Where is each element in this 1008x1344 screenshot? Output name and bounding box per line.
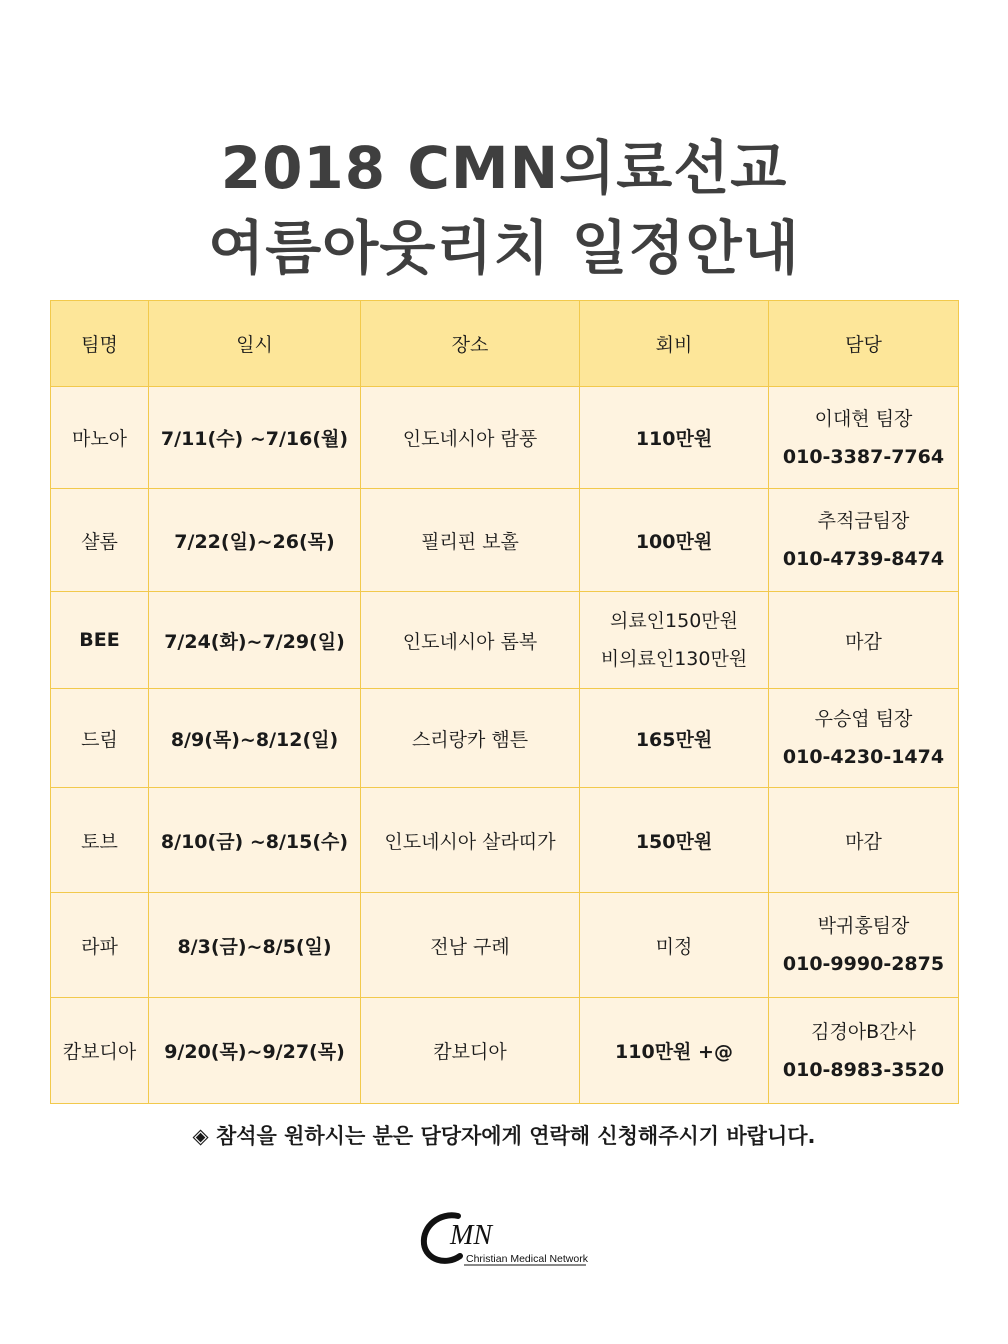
date-cell: 8/9(목)~8/12(일)	[149, 689, 361, 788]
cmn-logo	[418, 1210, 590, 1270]
table-row	[51, 387, 959, 489]
table-row	[51, 689, 959, 788]
fee-cell: 165만원	[580, 689, 769, 788]
contact-phone: 010-4739-8474	[782, 548, 945, 570]
contact-cell: 마감	[769, 592, 959, 689]
place-cell: 인도네시아 살라띠가	[361, 788, 580, 893]
table-row	[51, 893, 959, 998]
place-cell: 캄보디아	[361, 998, 580, 1104]
logo-mn-text: MN	[450, 1220, 492, 1251]
place-cell: 필리핀 보홀	[361, 489, 580, 592]
contact-cell	[769, 893, 959, 998]
date-cell: 9/20(목)~9/27(목)	[149, 998, 361, 1104]
team-cell: 마노아	[51, 387, 149, 489]
date-cell: 7/24(화)~7/29(일)	[149, 592, 361, 689]
header-contact: 담당	[769, 301, 959, 387]
contact-cell: 마감	[769, 788, 959, 893]
team-cell: BEE	[51, 592, 149, 689]
contact-name: 이대현 팀장	[814, 407, 913, 430]
notice-text: ◈ 참석을 원하시는 분은 담당자에게 연락해 신청해주시기 바랍니다.	[192, 1124, 816, 1148]
team-cell: 드림	[51, 689, 149, 788]
header-place: 장소	[361, 301, 580, 387]
team-cell: 토브	[51, 788, 149, 893]
fee-cell	[580, 592, 769, 689]
date-cell: 7/22(일)~26(목)	[149, 489, 361, 592]
fee-cell: 110만원 +@	[580, 998, 769, 1104]
contact-cell	[769, 489, 959, 592]
fee-cell: 150만원	[580, 788, 769, 893]
table-header-row	[51, 301, 959, 387]
date-cell: 8/10(금) ~8/15(수)	[149, 788, 361, 893]
team-cell: 라파	[51, 893, 149, 998]
fee-cell: 110만원	[580, 387, 769, 489]
table-row	[51, 998, 959, 1104]
contact-phone: 010-8983-3520	[782, 1058, 945, 1081]
schedule-table	[50, 300, 959, 1104]
header-date: 일시	[149, 301, 361, 387]
fee-nonmedical: 비의료인130만원	[600, 648, 748, 670]
contact-name: 박귀홍팀장	[817, 915, 910, 937]
page-title	[0, 128, 1008, 288]
title-line-1: 2018 CMN의료선교	[220, 134, 788, 202]
table-row	[51, 788, 959, 893]
team-cell: 샬롬	[51, 489, 149, 592]
contact-name: 추적금팀장	[817, 510, 910, 532]
contact-phone: 010-9990-2875	[782, 953, 945, 975]
contact-name: 김경아B간사	[811, 1020, 916, 1043]
fee-cell: 미정	[580, 893, 769, 998]
place-cell: 인도네시아 롬복	[361, 592, 580, 689]
contact-phone: 010-3387-7764	[782, 445, 945, 468]
place-cell: 스리랑카 햄튼	[361, 689, 580, 788]
header-team: 팀명	[51, 301, 149, 387]
place-cell: 전남 구례	[361, 893, 580, 998]
contact-name: 우승엽 팀장	[814, 708, 913, 730]
logo-subtitle: Christian Medical Network	[466, 1253, 588, 1265]
table-row	[51, 489, 959, 592]
contact-cell	[769, 387, 959, 489]
date-cell: 8/3(금)~8/5(일)	[149, 893, 361, 998]
team-cell: 캄보디아	[51, 998, 149, 1104]
contact-cell	[769, 689, 959, 788]
date-cell: 7/11(수) ~7/16(월)	[149, 387, 361, 489]
fee-medical: 의료인150만원	[609, 610, 739, 632]
title-line-2: 여름아웃리치 일정안내	[208, 214, 800, 282]
table-row	[51, 592, 959, 689]
place-cell: 인도네시아 람풍	[361, 387, 580, 489]
contact-cell	[769, 998, 959, 1104]
fee-cell: 100만원	[580, 489, 769, 592]
header-fee: 회비	[580, 301, 769, 387]
contact-phone: 010-4230-1474	[782, 746, 945, 768]
